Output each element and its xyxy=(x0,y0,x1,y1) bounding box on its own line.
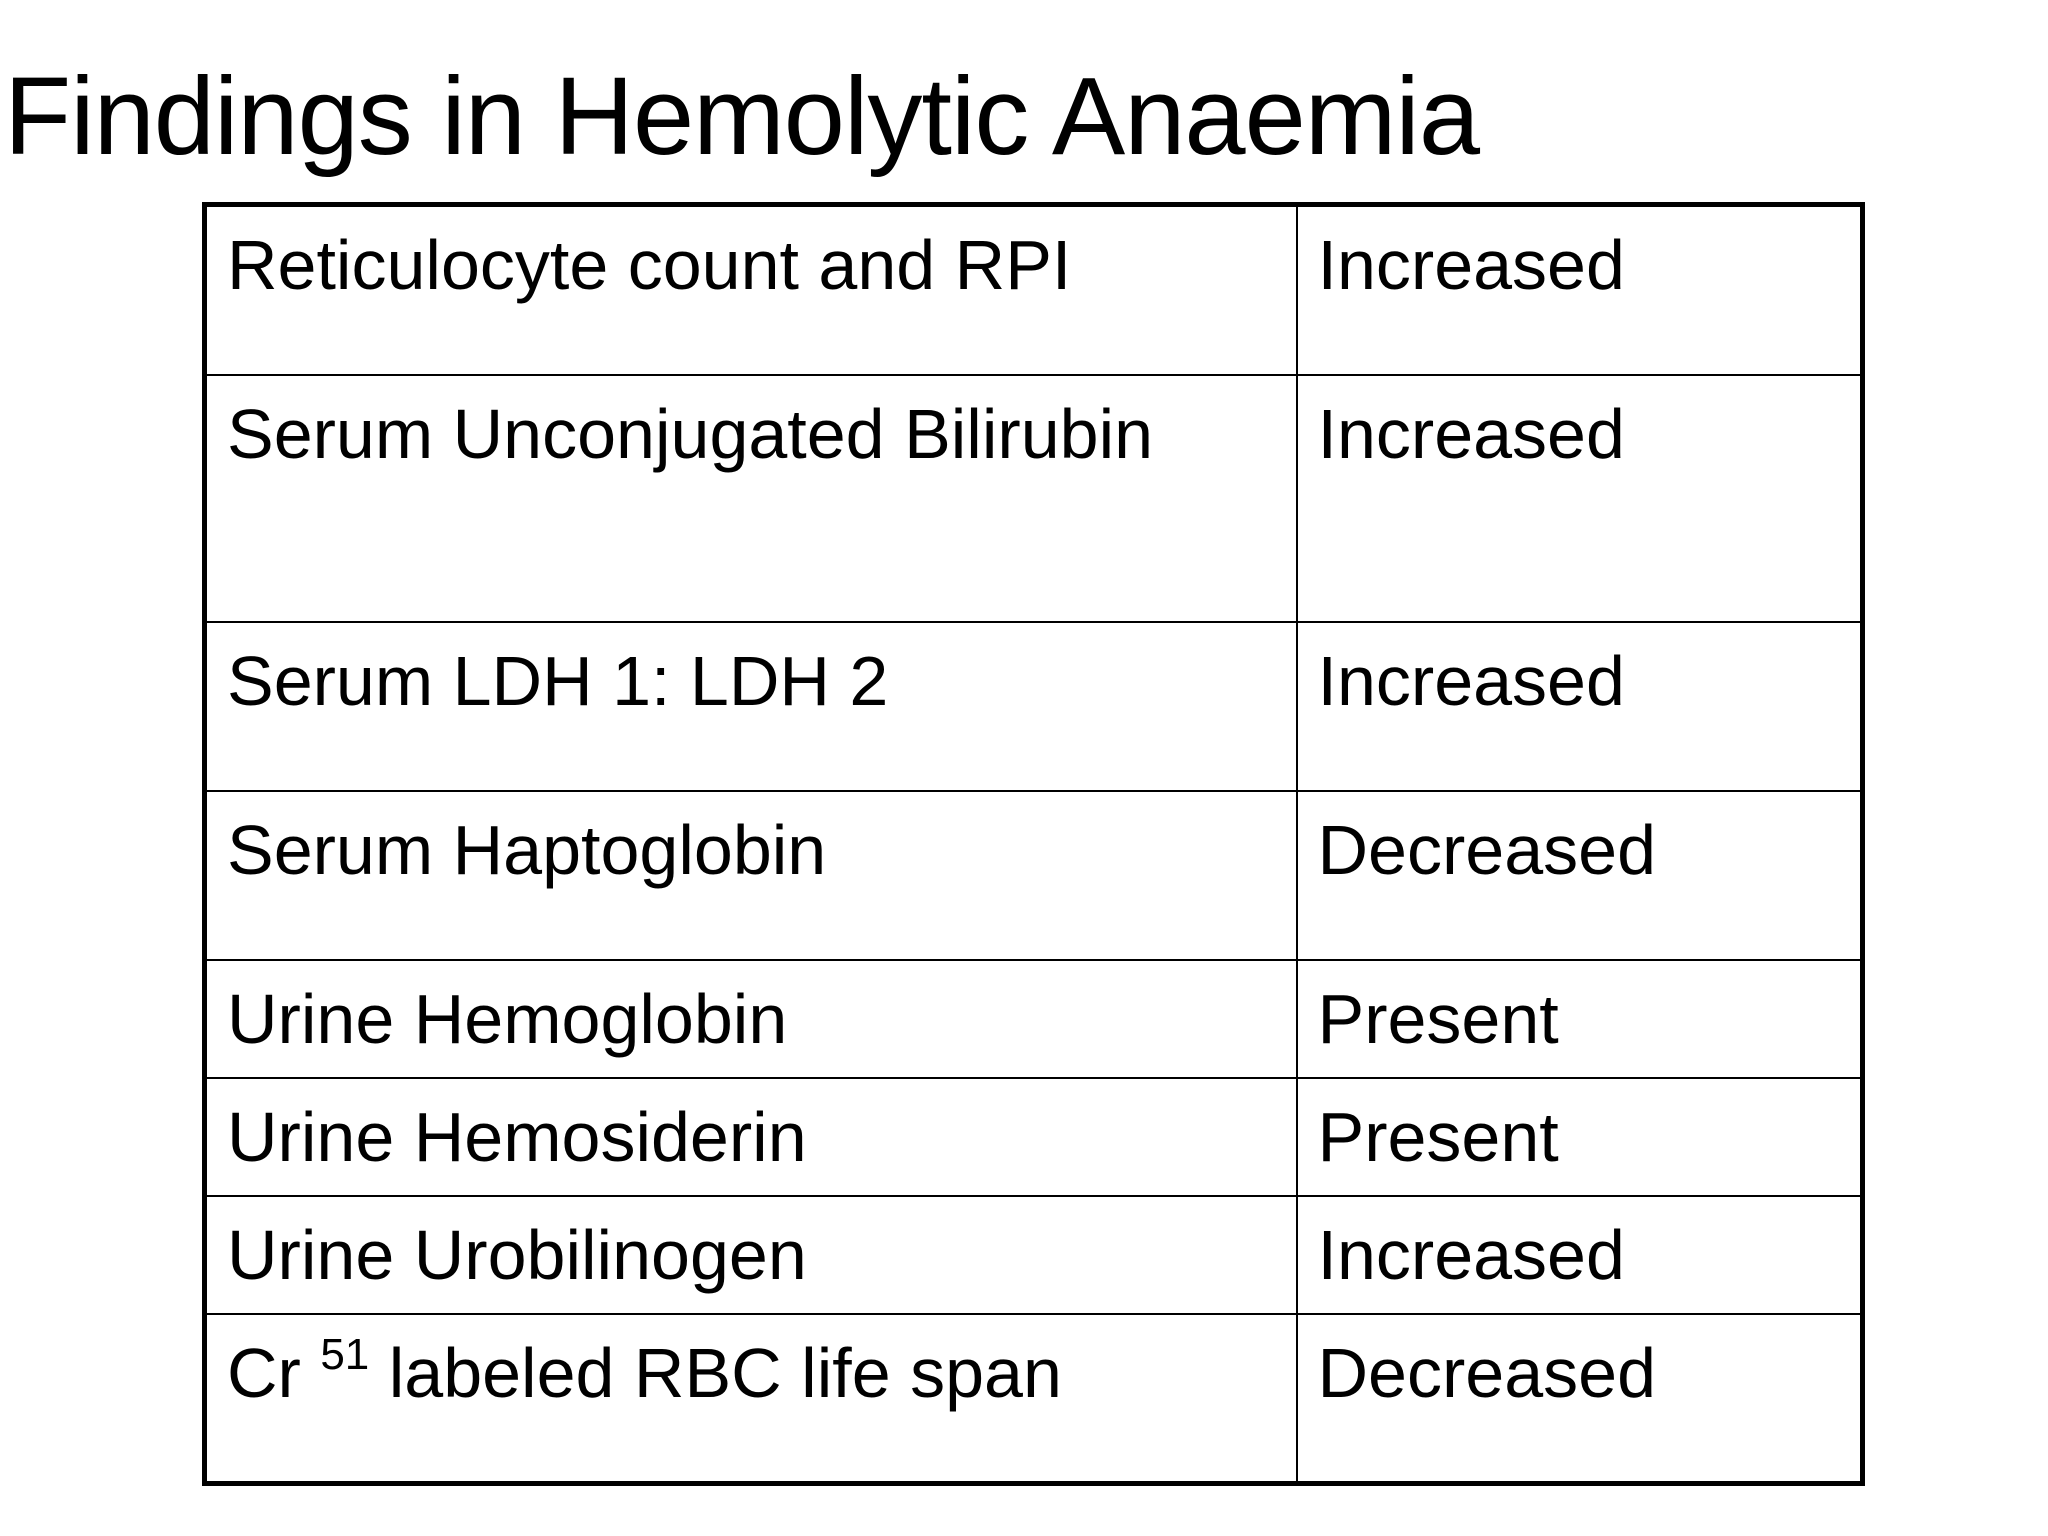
test-cell: Urine Hemosiderin xyxy=(205,1078,1297,1196)
result-cell: Increased xyxy=(1297,1196,1863,1314)
isotope-superscript: 51 xyxy=(320,1330,370,1379)
test-cell: Serum Haptoglobin xyxy=(205,791,1297,960)
result-cell: Present xyxy=(1297,1078,1863,1196)
table-row xyxy=(205,1314,1863,1484)
result-cell: Increased xyxy=(1297,375,1863,622)
result-cell: Decreased xyxy=(1297,1314,1863,1484)
test-cell: Serum Unconjugated Bilirubin xyxy=(205,375,1297,622)
test-prefix: Cr xyxy=(227,1334,321,1412)
table-row xyxy=(205,791,1863,960)
table-row xyxy=(205,960,1863,1078)
test-cell: Urine Hemoglobin xyxy=(205,960,1297,1078)
table-row xyxy=(205,205,1863,376)
table-row xyxy=(205,1196,1863,1314)
table-row xyxy=(205,622,1863,791)
test-suffix: labeled RBC life span xyxy=(369,1334,1062,1412)
test-cell xyxy=(205,1314,1297,1484)
table-row xyxy=(205,1078,1863,1196)
result-cell: Increased xyxy=(1297,205,1863,376)
table-row xyxy=(205,375,1863,622)
result-cell: Increased xyxy=(1297,622,1863,791)
slide-title: Findings in Hemolytic Anaemia xyxy=(4,55,1480,178)
test-cell: Serum LDH 1: LDH 2 xyxy=(205,622,1297,791)
result-cell: Present xyxy=(1297,960,1863,1078)
findings-table xyxy=(202,202,1865,1486)
result-cell: Decreased xyxy=(1297,791,1863,960)
test-cell: Urine Urobilinogen xyxy=(205,1196,1297,1314)
test-cell: Reticulocyte count and RPI xyxy=(205,205,1297,376)
